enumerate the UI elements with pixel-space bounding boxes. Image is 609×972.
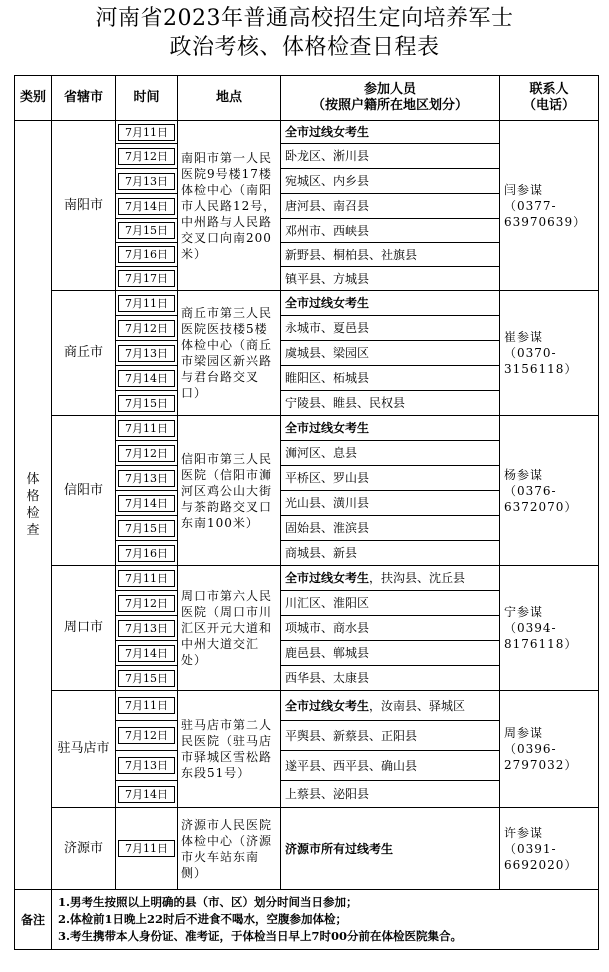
- notes-label: 备注: [15, 890, 52, 950]
- participants-cell: [281, 491, 500, 516]
- participants-highlight: 济源市所有过线考生: [285, 841, 394, 856]
- participants-cell: [281, 566, 500, 591]
- header-time: 时间: [116, 76, 178, 121]
- participants-text: 项城市、商水县: [285, 621, 370, 635]
- contact-name: 许参谋: [504, 825, 544, 840]
- date-label: 7月16日: [118, 545, 175, 562]
- location-cell: 济源市人民医院体检中心（济源市火车站东南侧）: [178, 808, 281, 890]
- participants-cell: [281, 591, 500, 616]
- header-category: 类别: [15, 76, 52, 121]
- date-label: 7月17日: [118, 270, 175, 287]
- date-cell: [116, 466, 178, 491]
- date-cell: [116, 121, 178, 144]
- participants-cell: [281, 616, 500, 641]
- participants-text: 固始县、淮滨县: [285, 521, 370, 535]
- date-label: 7月13日: [118, 345, 175, 362]
- location-cell: 商丘市第三人民医院医技楼5楼体检中心（商丘市梁园区新兴路与君台路交叉口）: [178, 291, 281, 416]
- header-participants-line1: 参加人员: [363, 82, 416, 97]
- participants-text: 上蔡县、泌阳县: [285, 787, 370, 801]
- contact-phone: （0394-8176118）: [504, 621, 578, 651]
- date-cell: [116, 781, 178, 808]
- participants-cell: [281, 291, 500, 316]
- city-name: 南阳市: [52, 121, 116, 291]
- contact-cell: [500, 291, 599, 416]
- schedule-table: [14, 75, 599, 950]
- table-row: [15, 566, 599, 591]
- participants-cell: [281, 341, 500, 366]
- header-participants-line2: （按照户籍所在地区划分）: [311, 98, 468, 113]
- participants-text: 光山县、潢川县: [285, 496, 370, 510]
- date-label: 7月14日: [118, 495, 175, 512]
- participants-highlight: 全市过线女考生: [285, 571, 370, 585]
- title-line-1: 河南省2023年普通高校招生定向培养军士: [95, 6, 514, 31]
- participants-text: 卧龙区、淅川县: [285, 149, 370, 163]
- participants-cell: [281, 267, 500, 291]
- date-cell: [116, 219, 178, 243]
- date-cell: [116, 541, 178, 566]
- date-label: 7月11日: [118, 570, 175, 587]
- participants-highlight: 全市过线女考生: [285, 296, 370, 310]
- location-cell: 周口市第六人民医院（周口市川汇区开元大道和中州大道交汇处）: [178, 566, 281, 691]
- date-cell: [116, 169, 178, 194]
- participants-text: 浉河区、息县: [285, 446, 358, 460]
- date-cell: [116, 243, 178, 267]
- date-label: 7月11日: [118, 295, 175, 312]
- participants-text: 永城市、夏邑县: [285, 321, 370, 335]
- participants-cell: [281, 808, 500, 890]
- date-cell: [116, 391, 178, 416]
- participants-text: 鹿邑县、郸城县: [285, 646, 370, 660]
- participants-highlight: 全市过线女考生: [285, 698, 370, 713]
- table-row: [15, 291, 599, 316]
- participants-text: 平桥区、罗山县: [285, 471, 370, 485]
- participants-text: 川汇区、淮阳区: [285, 596, 370, 610]
- date-cell: [116, 291, 178, 316]
- participants-cell: [281, 641, 500, 666]
- contact-name: 周参谋: [504, 726, 544, 740]
- participants-cell: [281, 416, 500, 441]
- contact-phone: （0376-6372070）: [504, 483, 578, 514]
- date-label: 7月13日: [118, 173, 175, 190]
- table-row: [15, 416, 599, 441]
- participants-text: 宛城区、内乡县: [285, 174, 370, 188]
- participants-cell: [281, 751, 500, 781]
- participants-cell: [281, 541, 500, 566]
- header-city: 省辖市: [52, 76, 116, 121]
- date-cell: [116, 516, 178, 541]
- date-cell: [116, 666, 178, 691]
- date-cell: [116, 341, 178, 366]
- date-label: 7月11日: [118, 420, 175, 437]
- notes-row: [15, 890, 599, 950]
- contact-cell: [500, 121, 599, 291]
- contact-phone: （0370-3156118）: [504, 346, 578, 376]
- participants-cell: [281, 666, 500, 691]
- participants-cell: [281, 466, 500, 491]
- header-row: [15, 76, 599, 121]
- date-label: 7月11日: [118, 124, 175, 141]
- date-cell: [116, 616, 178, 641]
- date-label: 7月15日: [118, 520, 175, 537]
- participants-text: 新野县、桐柏县、社旗县: [285, 247, 418, 262]
- contact-cell: [500, 566, 599, 691]
- location-cell: 驻马店市第二人民医院（驻马店市驿城区雪松路东段51号）: [178, 691, 281, 808]
- location-cell: 信阳市第三人民医院（信阳市浉河区鸡公山大街与茶韵路交叉口东南100米）: [178, 416, 281, 566]
- participants-text: ，扶沟县、沈丘县: [369, 571, 466, 585]
- participants-cell: [281, 516, 500, 541]
- contact-cell: [500, 416, 599, 566]
- header-contact-line2: （电话）: [522, 98, 575, 113]
- city-name: 周口市: [52, 566, 116, 691]
- participants-text: 平舆县、新蔡县、正阳县: [285, 728, 418, 743]
- date-label: 7月16日: [118, 246, 175, 263]
- participants-text: 唐河县、南召县: [285, 199, 370, 213]
- contact-cell: [500, 691, 599, 808]
- contact-name: 闫参谋: [504, 182, 544, 197]
- participants-text: 商城县、新县: [285, 546, 358, 560]
- date-cell: [116, 144, 178, 169]
- participants-cell: [281, 721, 500, 751]
- date-cell: [116, 316, 178, 341]
- date-label: 7月11日: [118, 840, 175, 857]
- city-name: 商丘市: [52, 291, 116, 416]
- date-label: 7月14日: [118, 786, 175, 803]
- participants-cell: [281, 169, 500, 194]
- participants-cell: [281, 243, 500, 267]
- date-cell: [116, 591, 178, 616]
- participants-text: 遂平县、西平县、确山县: [285, 758, 418, 773]
- city-name: 信阳市: [52, 416, 116, 566]
- date-cell: [116, 691, 178, 721]
- date-cell: [116, 441, 178, 466]
- note-item-1: 1.男考生按照以上明确的县（市、区）划分时间当日参加；: [58, 895, 358, 909]
- date-cell: [116, 751, 178, 781]
- category-label: 体格检查: [26, 472, 40, 538]
- participants-cell: [281, 441, 500, 466]
- date-label: 7月12日: [118, 727, 175, 744]
- contact-phone: （0396-2797032）: [504, 742, 578, 772]
- participants-highlight: 全市过线女考生: [285, 421, 370, 435]
- header-contact-line1: 联系人: [529, 82, 569, 97]
- header-contact: [500, 76, 599, 121]
- city-name: 驻马店市: [52, 691, 116, 808]
- participants-text: 镇平县、方城县: [285, 271, 370, 286]
- table-row: [15, 121, 599, 144]
- date-cell: [116, 416, 178, 441]
- contact-phone: （0377-63970639）: [504, 198, 587, 229]
- location-cell: 南阳市第一人民医院9号楼17楼体检中心（南阳市人民路12号，中州路与人民路交叉口向南200米）: [178, 121, 281, 291]
- date-label: 7月14日: [118, 198, 175, 215]
- participants-highlight: 全市过线女考生: [285, 125, 370, 139]
- date-label: 7月15日: [118, 222, 175, 239]
- city-name: 济源市: [52, 808, 116, 890]
- participants-text: 西华县、太康县: [285, 671, 370, 685]
- note-item-2: 2.体检前1日晚上22时后不进食不喝水，空腹参加体检；: [58, 912, 348, 926]
- date-cell: [116, 566, 178, 591]
- date-label: 7月12日: [118, 320, 175, 337]
- date-label: 7月13日: [118, 757, 175, 774]
- participants-text: 睢阳区、柘城县: [285, 371, 370, 385]
- header-participants: [281, 76, 500, 121]
- date-label: 7月12日: [118, 595, 175, 612]
- table-row: [15, 808, 599, 890]
- participants-cell: [281, 391, 500, 416]
- participants-cell: [281, 781, 500, 808]
- date-label: 7月12日: [118, 445, 175, 462]
- participants-cell: [281, 144, 500, 169]
- date-label: 7月15日: [118, 395, 175, 412]
- date-cell: [116, 366, 178, 391]
- participants-cell: [281, 194, 500, 219]
- title-line-2: 政治考核、体格检查日程表: [169, 35, 440, 60]
- date-cell: [116, 194, 178, 219]
- participants-cell: [281, 219, 500, 243]
- date-cell: [116, 641, 178, 666]
- date-label: 7月13日: [118, 620, 175, 637]
- date-cell: [116, 491, 178, 516]
- table-row: [15, 691, 599, 721]
- date-label: 7月15日: [118, 670, 175, 687]
- date-label: 7月12日: [118, 148, 175, 165]
- date-label: 7月14日: [118, 645, 175, 662]
- participants-cell: [281, 316, 500, 341]
- participants-text: 宁陵县、睢县、民权县: [285, 396, 406, 410]
- date-cell: [116, 267, 178, 291]
- category-cell: [15, 121, 52, 890]
- participants-text: ，汝南县、驿城区: [369, 698, 466, 713]
- date-label: 7月11日: [118, 697, 175, 714]
- date-cell: [116, 808, 178, 890]
- contact-name: 宁参谋: [504, 605, 544, 619]
- date-cell: [116, 721, 178, 751]
- participants-cell: [281, 121, 500, 144]
- page-title: [0, 0, 609, 62]
- contact-name: 崔参谋: [504, 330, 544, 344]
- date-label: 7月13日: [118, 470, 175, 487]
- contact-phone: （0391-6692020）: [504, 841, 578, 872]
- participants-cell: [281, 366, 500, 391]
- participants-text: 虞城县、梁园区: [285, 346, 370, 360]
- date-label: 7月14日: [118, 370, 175, 387]
- header-location: 地点: [178, 76, 281, 121]
- contact-cell: [500, 808, 599, 890]
- participants-text: 邓州市、西峡县: [285, 223, 370, 238]
- contact-name: 杨参谋: [504, 467, 544, 482]
- participants-cell: [281, 691, 500, 721]
- note-item-3: 3.考生携带本人身份证、准考证，于体检当日早上7时00分前在体检医院集合。: [58, 929, 463, 943]
- notes-content: [52, 890, 599, 950]
